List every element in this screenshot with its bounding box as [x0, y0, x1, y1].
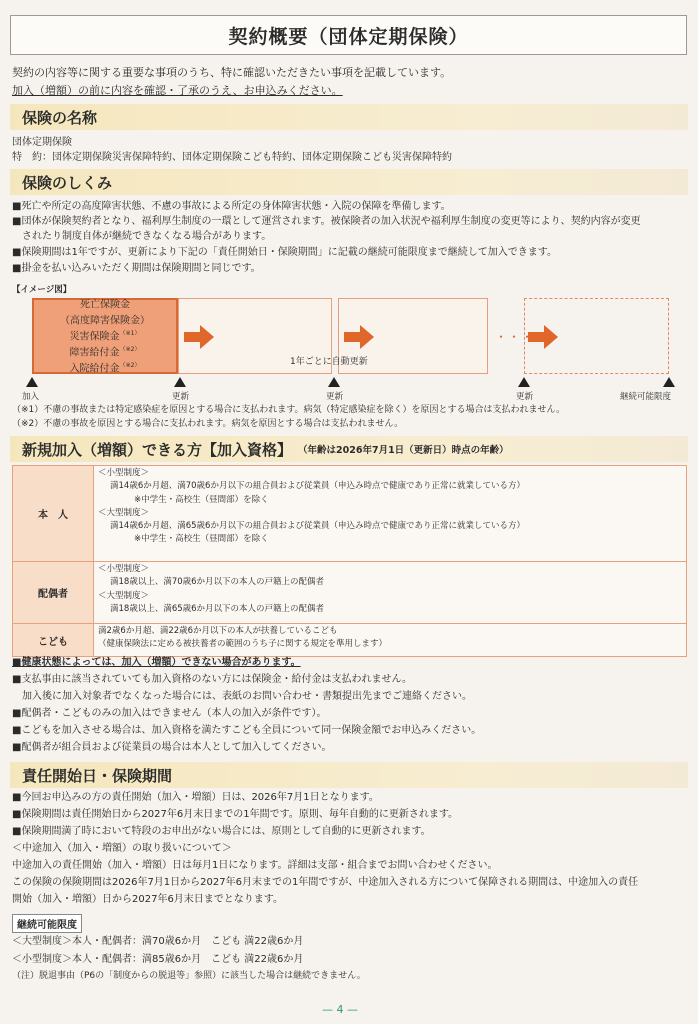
limit-text: ＜大型制度＞本人・配偶者：満70歳6か月 こども 満22歳6か月 [12, 936, 304, 947]
mechanism-bullet: ■団体が保険契約者となり、福利厚生制度の一環として運営されます。被保険者の加入状況や福利厚生制度の変更等により、契約内容が変更 [12, 216, 641, 227]
page-number: — 4 — [322, 1003, 358, 1016]
section-heading-eligibility: 新規加入（増額）できる方【加入資格】 （年齢は2026年7月1日（更新日）時点の年齢） [10, 436, 688, 462]
diagram-label: 【イメージ図】 [12, 285, 72, 295]
coverage-item: 障害給付金$^{(※2)}$ [69, 345, 141, 359]
mechanism-bullet: されたり制度自体が継続できなくなる場合があります。 [12, 231, 272, 242]
mechanism-bullet: ■保険期間は1年ですが、更新により下記の「責任開始日・保険期間」に記載の継続可能限度まで継続して加入できます。 [12, 247, 558, 258]
footnote: （注）脱退事由（P6の「制度からの脱退等」参照）に該当した場合は継続できません。 [12, 971, 366, 981]
content-line: 満14歳6か月超、満70歳6か月以下の組合員および従業員（申込み時点で健康であり正常に就業している方） [110, 481, 525, 492]
eligibility-bullet: ■配偶者・こどものみの加入はできません（本人の加入が条件です）。 [12, 708, 327, 719]
content-line: ※中学生・高校生（昼間部）を除く [134, 494, 269, 505]
row-content [94, 466, 687, 562]
content-line: 満14歳6か月超、満65歳6か月以下の組合員および従業員（申込み時点で健康であり正常に就業している方） [110, 521, 525, 532]
content-line: 満18歳以上、満65歳6か月以下の本人の戸籍上の配偶者 [110, 603, 325, 614]
footnote: （※1）不慮の事故または特定感染症を原因とする場合に支払われます。病気（特定感染症を除く）を原因とする場合は支払われません。 [12, 405, 566, 415]
eligibility-table [12, 465, 687, 657]
timeline-label: 更新 [172, 392, 190, 402]
timeline-marker-icon [518, 377, 530, 387]
arrow-right-icon [344, 325, 374, 349]
eligibility-bullet: ■健康状態によっては、加入（増額）できない場合があります。 [12, 657, 301, 668]
midterm-text: 開始（加入・増額）日から2027年6月末日までとなります。 [12, 894, 284, 905]
period-bullet: ■保険期間は責任開始日から2027年6月末日までの1年間です。原則、毎年自動的に更新されます。 [12, 809, 459, 820]
footnote: （※2）不慮の事故を原因とする場合に支払われます。病気を原因とする場合は支払われません。 [12, 419, 404, 429]
row-label-self: 本 人 [13, 466, 94, 562]
eligibility-bullet: ■配偶者が組合員および従業員の場合は本人として加入してください。 [12, 742, 332, 753]
renewal-label: 1年ごとに自動更新 [290, 357, 368, 367]
table-row [13, 466, 687, 562]
timeline-label: 更新 [516, 392, 534, 402]
content-line: ＜大型制度＞ [98, 590, 150, 601]
page-title: 契約概要（団体定期保険） [10, 15, 687, 55]
row-label-children: こども [13, 624, 94, 657]
row-label-spouse: 配偶者 [13, 562, 94, 624]
mechanism-bullet: ■掛金を払い込みいただく期間は保険期間と同じです。 [12, 263, 261, 274]
mechanism-bullet: ■死亡や所定の高度障害状態、不慮の事故による所定の身体障害状態・入院の保障を準備します。 [12, 201, 451, 212]
midterm-title: ＜中途加入（加入・増額）の取り扱いについて＞ [12, 843, 232, 854]
row-content [94, 624, 687, 657]
section-heading-period: 責任開始日・保険期間 [10, 762, 688, 788]
coverage-item: 入院給付金$^{(※2)}$ [69, 361, 141, 375]
row-content [94, 562, 687, 624]
rider-list: 特 約：団体定期保険災害保障特約、団体定期保険こども特約、団体定期保険こども災害保障特約 [12, 152, 452, 163]
content-line: ＜大型制度＞ [98, 507, 150, 518]
table-row [13, 562, 687, 624]
timeline-marker-icon [663, 377, 675, 387]
eligibility-bullet: ■こどもを加入させる場合は、加入資格を満たすこども全員について同一保険金額でお申込みください。 [12, 725, 482, 736]
timeline-marker-icon [26, 377, 38, 387]
coverage-item: 死亡保険金 [80, 299, 130, 311]
coverage-item: （高度障害保険金） [60, 315, 150, 327]
content-line: ＜小型制度＞ [98, 468, 150, 478]
content-line: 満18歳以上、満70歳6か月以下の本人の戸籍上の配偶者 [110, 577, 325, 588]
product-name: 団体定期保険 [12, 137, 72, 148]
content-line: （健康保険法に定める被扶養者の範囲のうち子に関する規定を準用します） [98, 639, 388, 650]
eligibility-bullet: 加入後に加入対象者でなくなった場合には、表紙のお問い合わせ・書類提出先までご連絡ください。 [12, 691, 472, 702]
coverage-item: 災害保険金$^{(※1)}$ [69, 330, 141, 343]
timeline-label: 更新 [326, 392, 344, 402]
timeline-marker-icon [328, 377, 340, 387]
ellipsis: ・・・ [495, 330, 535, 344]
eligibility-bullet: ■支払事由に該当されていても加入資格のない方には保険金・給付金は支払われません。 [12, 674, 413, 685]
coverage-box [32, 298, 178, 374]
section-heading-mechanism: 保険のしくみ [10, 169, 688, 195]
table-row [13, 624, 687, 657]
intro-text: 契約の内容等に関する重要な事項のうち、特に確認いただきたい事項を記載しています。 [12, 66, 452, 79]
arrow-right-icon [184, 325, 214, 349]
limit-text: ＜小型制度＞本人・配偶者：満85歳6か月 こども 満22歳6か月 [12, 954, 304, 965]
timeline-label: 加入 [22, 392, 40, 402]
limit-label: 継続可能限度 [12, 914, 82, 933]
content-line: ※中学生・高校生（昼間部）を除く [134, 534, 269, 545]
midterm-text: この保険の保険期間は2026年7月1日から2027年6月末までの1年間ですが、中途加入される方について保障される期間は、中途加入の責任 [12, 877, 639, 888]
content-line: 満2歳6か月超、満22歳6か月以下の本人が扶養しているこども [98, 626, 338, 636]
timeline-marker-icon [174, 377, 186, 387]
period-bullet: ■保険期間満了時において特段のお申出がない場合には、原則として自動的に更新されます。 [12, 826, 431, 837]
timeline-label: 継続可能限度 [620, 392, 672, 402]
content-line: ＜小型制度＞ [98, 564, 150, 574]
period-bullet: ■今回お申込みの方の責任開始（加入・増額）日は、2026年7月1日となります。 [12, 792, 379, 803]
midterm-text: 中途加入の責任開始（加入・増額）日は毎月1日になります。詳細は支部・組合までお問い合わせください。 [12, 860, 498, 871]
section-heading-name: 保険の名称 [10, 104, 688, 130]
intro-notice: 加入（増額）の前に内容を確認・了承のうえ、お申込みください。 [12, 84, 343, 97]
